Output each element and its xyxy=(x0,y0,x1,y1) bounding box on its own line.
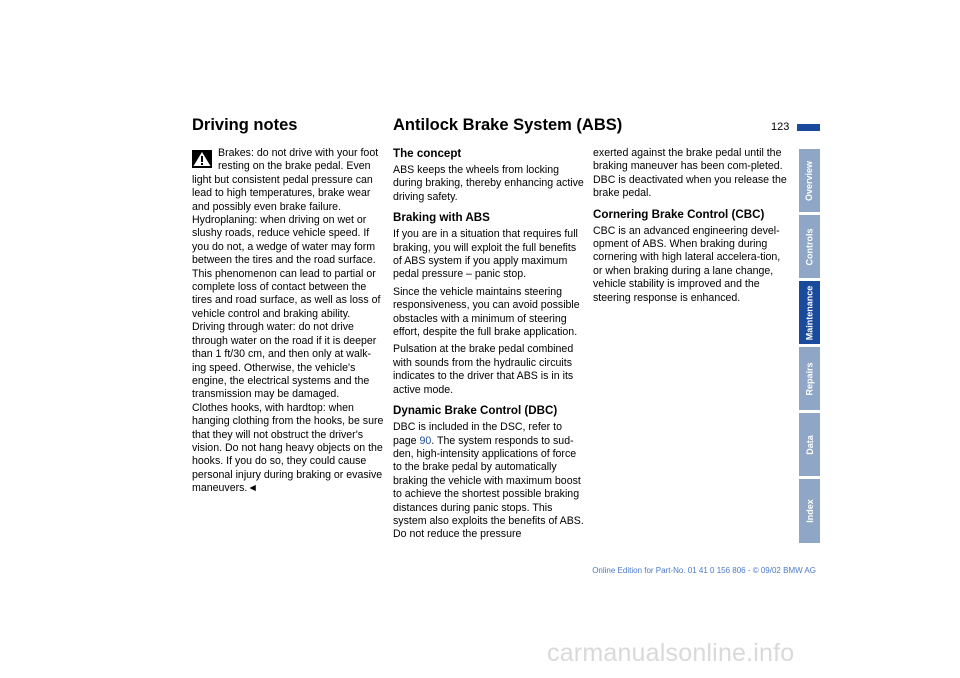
tab-index-label: Index xyxy=(804,499,815,523)
heading-dbc: Dynamic Brake Control (DBC) xyxy=(393,404,558,418)
driving-through-water-paragraph: Driving through water: do not drive through water on the road if it is deeper than 1 ft/30 cm, and then only at walk-ing speed. Otherwise, the vehicle's engine, the electrical systems and the transmission may be damaged. xyxy=(192,321,377,401)
tab-controls-label: Controls xyxy=(804,228,815,265)
tab-index[interactable] xyxy=(799,479,820,543)
braking-paragraph-1: If you are in a situation that requires full braking, you will exploit the full benefits of ABS system if you apply maximum pedal pressure – panic stop. xyxy=(393,228,578,281)
heading-braking-with-abs: Braking with ABS xyxy=(393,211,490,225)
warning-triangle-icon xyxy=(192,150,212,168)
column-abs-continued xyxy=(593,147,788,305)
dbc-continued-paragraph: exerted against the brake pedal until the braking maneuver has been com-pleted. DBC is deactivated when you release the brake pedal. xyxy=(593,147,787,200)
page-number: 123 xyxy=(771,121,790,133)
page-number-bar xyxy=(797,124,820,131)
warning-text: Brakes: do not drive with your foot resting on the brake pedal. Even light but consistent pedal pressure can lead to high temperatures, brake wear and possibly even brake failure. xyxy=(192,147,379,213)
section-title: Driving notes xyxy=(192,116,298,134)
braking-paragraph-2: Since the vehicle maintains steering responsiveness, you can avoid possible obstacles with a minimum of steering effort, despite the full brake application. xyxy=(393,285,580,339)
tab-repairs[interactable] xyxy=(799,347,820,410)
tab-overview-label: Overview xyxy=(804,160,815,201)
dbc-paragraph xyxy=(393,421,587,542)
column-abs xyxy=(393,147,587,542)
tab-maintenance[interactable] xyxy=(799,281,820,344)
page-title: Antilock Brake System (ABS) xyxy=(393,116,623,134)
tab-controls[interactable] xyxy=(799,215,820,278)
clothes-hooks-paragraph xyxy=(192,402,384,496)
cbc-paragraph: CBC is an advanced engineering devel-opment of ABS. When braking during cornering with high lateral accelera-tion, or when braking during a lane change, vehicle stability is improved and the steering response is enhanced. xyxy=(593,224,781,304)
tab-data[interactable] xyxy=(799,413,820,476)
page-link-90[interactable]: 90 xyxy=(419,434,432,447)
dbc-text-a: DBC is included in the DSC, refer to page xyxy=(393,421,562,447)
hydroplaning-paragraph: Hydroplaning: when driving on wet or slushy roads, reduce vehicle speed. If you do not, a wedge of water may form between the tires and the road surface. This phenomenon can lead to partial or complete loss of contact between the tires and road surface, as well as loss of vehicle control and braking ability. xyxy=(192,214,381,320)
heading-concept: The concept xyxy=(393,147,462,160)
concept-paragraph: ABS keeps the wheels from locking during braking, thereby enhancing active driving safety. xyxy=(393,164,584,203)
warning-paragraph xyxy=(192,147,384,214)
end-mark-icon: ◄ xyxy=(247,482,258,495)
tab-maintenance-label: Maintenance xyxy=(804,285,815,340)
braking-paragraph-3: Pulsation at the brake pedal combined with sounds from the hydraulic circuits indicates to the driver that ABS is in its active mode. xyxy=(393,343,574,396)
dbc-text-b: . The system responds to sud-den, high-intensity applications of force to the brake pedal by automatically braking the vehicle with maximum boost to achieve the shortest possible braking distances during panic stops. This system also exploits the benefits of ABS. Do not reduce the pressure xyxy=(393,434,584,541)
tab-overview[interactable] xyxy=(799,149,820,212)
heading-cbc: Cornering Brake Control (CBC) xyxy=(593,207,765,221)
watermark: carmanualsonline.info xyxy=(547,639,795,667)
tab-data-label: Data xyxy=(804,434,815,455)
footer-edition: Online Edition for Part-No. 01 41 0 156 806 - © 09/02 BMW AG xyxy=(592,566,816,575)
tab-repairs-label: Repairs xyxy=(804,361,815,396)
column-driving-notes xyxy=(192,147,384,496)
clothes-hooks-text: Clothes hooks, with hardtop: when hanging clothing from the hooks, be sure that they will not obstruct the driver's vision. Do not hang heavy objects on the hooks. If you do so, they could cause personal injury during braking or evasive maneuvers. xyxy=(192,401,384,495)
